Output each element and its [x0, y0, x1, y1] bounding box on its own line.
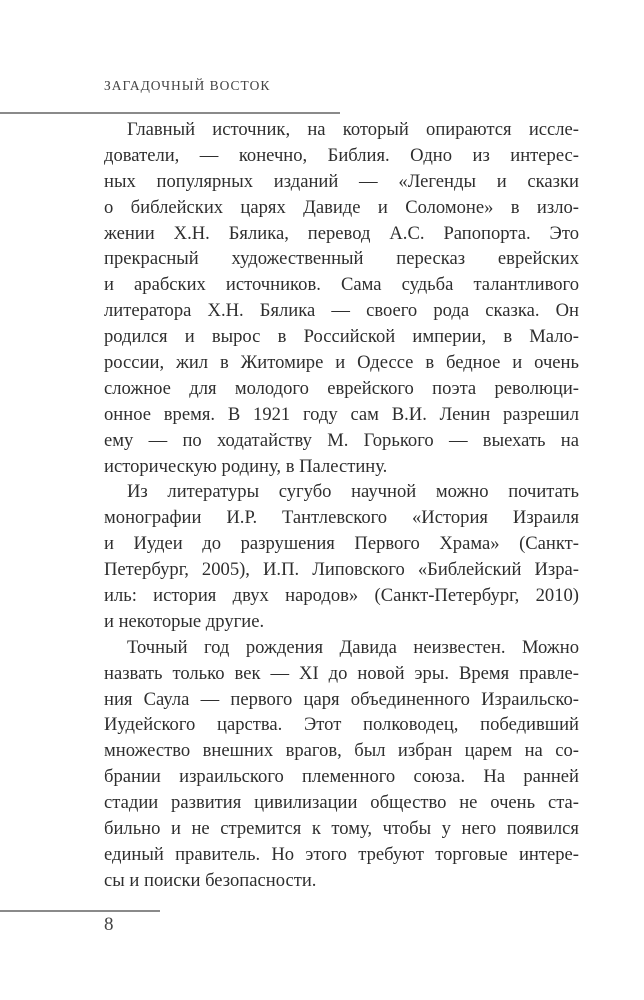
text-line: и Иудеи до разрушения Первого Храма» (Санкт-: [104, 533, 579, 555]
text-line: бильно и не стремится к тому, чтобы у него появился: [104, 818, 579, 840]
text-line: россии, жил в Житомире и Одессе в бедное и очень: [104, 352, 579, 374]
text-line: сы и поиски безопасности.: [104, 869, 317, 891]
text-line: множество внешних врагов, был избран царем на со-: [104, 740, 579, 762]
text-line: родился и вырос в Российской империи, в Мало-: [104, 326, 579, 348]
paragraph: [104, 635, 579, 894]
text-line: Точный год рождения Давида неизвестен. Можно: [127, 636, 579, 658]
text-line: литератора Х.Н. Бялика — своего рода сказка. Он: [104, 300, 579, 322]
paragraph: [104, 479, 579, 634]
text-line: сложное для молодого еврейского поэта революци-: [104, 377, 579, 399]
text-line: единый правитель. Но этого требуют торговые интере-: [104, 843, 579, 865]
text-line: ему — по ходатайству М. Горького — выехать на: [104, 429, 579, 451]
text-line: прекрасный художественный пересказ еврейских: [104, 248, 579, 270]
text-line: Иудейского царства. Этот полководец, победивший: [104, 714, 579, 736]
text-line: и арабских источников. Сама судьба талантливого: [104, 274, 579, 296]
text-line: назвать только век — XI до новой эры. Время правле-: [104, 662, 579, 684]
text-line: иль: история двух народов» (Санкт-Петербург, 2010): [104, 585, 579, 607]
paragraph: [104, 117, 579, 479]
text-line: Из литературы сугубо научной можно почитать: [127, 481, 579, 503]
text-line: ных популярных изданий — «Легенды и сказки: [104, 170, 579, 192]
text-line: о библейских царях Давиде и Соломоне» в изло-: [104, 196, 579, 218]
text-line: монографии И.Р. Тантлевского «История Израиля: [104, 507, 579, 529]
running-head: ЗАГАДОЧНЫЙ ВОСТОК: [104, 78, 271, 93]
text-line: историческую родину, в Палестину.: [104, 455, 388, 477]
text-line: брании израильского племенного союза. На ранней: [104, 766, 579, 788]
text-line: стадии развития цивилизации общество не очень ста-: [104, 792, 579, 814]
header-rule: [0, 112, 340, 114]
text-line: ния Саула — первого царя объединенного Израильско-: [104, 688, 579, 710]
text-line: Петербург, 2005), И.П. Липовского «Библейский Изра-: [104, 559, 579, 581]
footer-rule: [0, 910, 160, 912]
text-line: дователи, — конечно, Библия. Одно из интерес-: [104, 144, 579, 166]
text-line: онное время. В 1921 году сам В.И. Ленин разрешил: [104, 403, 579, 425]
text-line: Главный источник, на который опираются иссле-: [127, 119, 579, 140]
text-line: и некоторые другие.: [104, 610, 265, 632]
page-number: 8: [104, 914, 114, 935]
text-line: жении Х.Н. Бялика, перевод А.С. Рапопорта. Это: [104, 222, 579, 244]
body-text: [104, 117, 579, 894]
